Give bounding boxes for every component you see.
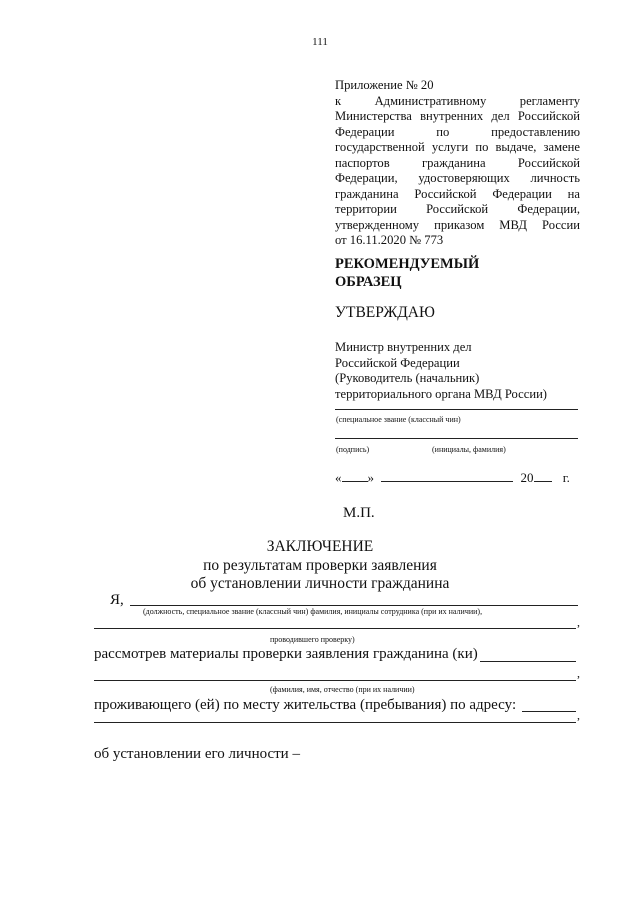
year-blank[interactable]: [534, 481, 552, 482]
document-title: ЗАКЛЮЧЕНИЕ: [266, 538, 374, 555]
signature-fill-line[interactable]: [335, 438, 578, 439]
page-number: 111: [312, 36, 328, 48]
document-subtitle: по результатам проверки заявления: [203, 557, 437, 574]
citizen-fill-line[interactable]: [480, 661, 576, 662]
minister-line: Министр внутренних дел: [335, 340, 472, 354]
fio-caption: (фамилия, имя, отчество (при их наличии): [270, 685, 415, 694]
i-label: Я,: [110, 592, 124, 608]
recommended-line: ОБРАЗЕЦ: [335, 274, 402, 290]
residing-text: проживающего (ей) по месту жительства (пребывания) по адресу:: [94, 697, 517, 713]
citizen-fill-line-2[interactable]: [94, 680, 576, 681]
address-fill-line-2[interactable]: [94, 722, 576, 723]
document-subtitle: об установлении личности гражданина: [190, 575, 450, 592]
employee-fill-line-2[interactable]: [94, 628, 576, 629]
signature-caption: (подпись): [336, 445, 370, 454]
appendix-line: паспортов гражданина Российской: [335, 155, 580, 170]
rank-fill-line[interactable]: [335, 409, 578, 410]
minister-block: [335, 340, 547, 402]
rank-caption: (специальное звание (классный чин): [336, 415, 461, 424]
recommended-sample-heading: [335, 255, 479, 291]
date-line: [335, 470, 570, 486]
appendix-line: Приложение № 20: [335, 78, 434, 92]
minister-line: территориального органа МВД России): [335, 386, 547, 401]
day-blank[interactable]: [342, 481, 368, 482]
year-prefix: 20: [520, 470, 534, 485]
open-quote: «: [335, 470, 342, 485]
appendix-line: Федерации, удостоверяющих личность: [335, 171, 580, 185]
appendix-line: от 16.11.2020 № 773: [335, 233, 444, 247]
month-blank[interactable]: [381, 481, 513, 482]
comma: ,: [577, 615, 580, 629]
employee-fill-line[interactable]: [130, 605, 578, 606]
reviewed-text: рассмотрев материалы проверки заявления гражданина (ки): [94, 646, 478, 662]
appendix-line: территории Российской Федерации,: [335, 202, 580, 216]
comma: ,: [577, 708, 580, 722]
appendix-line: утвержденному приказом МВД России: [335, 217, 580, 232]
appendix-line: Федерации по предоставлению: [335, 124, 580, 139]
address-fill-line[interactable]: [522, 711, 576, 712]
close-quote: »: [367, 470, 374, 485]
recommended-line: РЕКОМЕНДУЕМЫЙ: [335, 256, 480, 272]
establish-text: об установлении его личности –: [94, 746, 300, 762]
appendix-line: гражданина Российской Федерации на: [335, 186, 580, 201]
appendix-line: к Административному регламенту: [335, 93, 580, 108]
minister-line: Российской Федерации: [335, 355, 460, 370]
minister-line: (Руководитель (начальник): [335, 371, 480, 385]
comma: ,: [577, 666, 580, 680]
appendix-block: [335, 78, 580, 249]
stamp-placeholder: М.П.: [343, 505, 375, 521]
inspector-caption: проводившего проверку): [270, 635, 355, 644]
position-caption: (должность, специальное звание (классный чин) фамилия, инициалы сотрудника (при их наличии),: [143, 607, 483, 616]
appendix-line: Министерства внутренних дел Российской: [335, 109, 580, 123]
year-suffix: г.: [562, 470, 570, 485]
initials-caption: (инициалы, фамилия): [432, 445, 506, 454]
approve-heading: УТВЕРЖДАЮ: [335, 304, 435, 321]
appendix-line: государственной услуги по выдаче, замене: [335, 140, 580, 154]
